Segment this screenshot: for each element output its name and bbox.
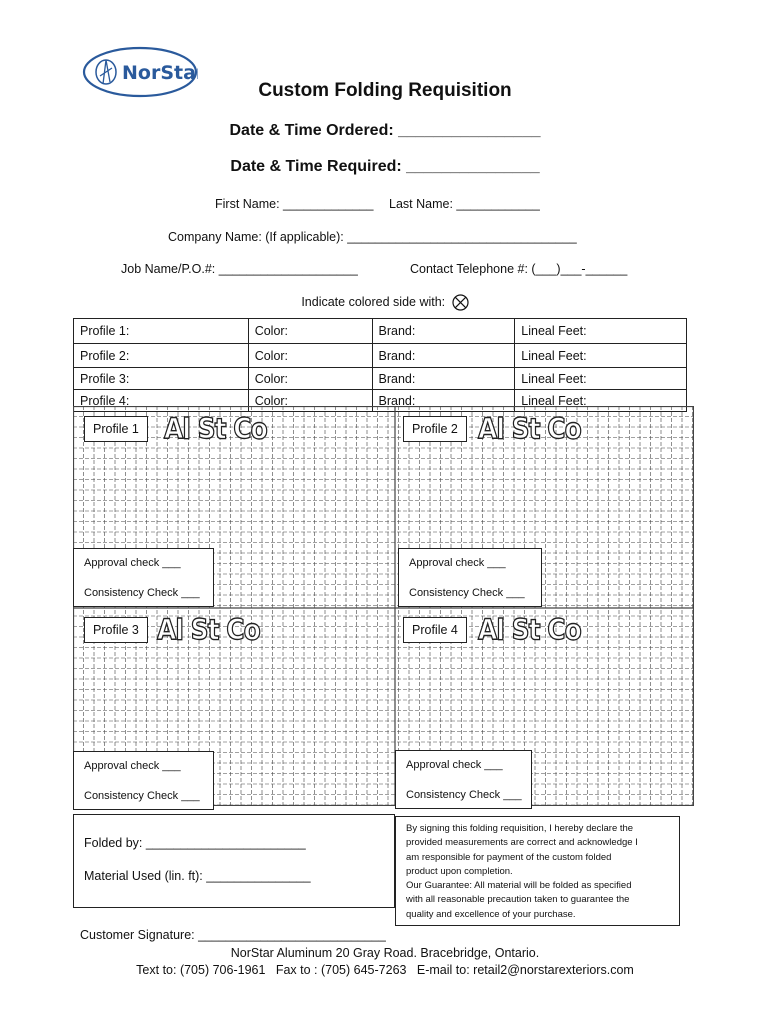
brand-cell[interactable]: Brand: — [372, 344, 515, 368]
approval-check-field[interactable]: Approval check ___ — [84, 760, 181, 772]
profile-1-label: Profile 1 — [84, 416, 148, 442]
profile-2-label: Profile 2 — [403, 416, 467, 442]
color-cell[interactable]: Color: — [248, 368, 372, 390]
logo-text: NorStar — [122, 62, 198, 84]
color-cell[interactable]: Color: — [248, 390, 372, 412]
profile-cell[interactable]: Profile 1: — [74, 319, 249, 344]
color-cell[interactable]: Color: — [248, 319, 372, 344]
material-used-field[interactable]: Material Used (lin. ft): _______________ — [84, 869, 311, 883]
consistency-check-field[interactable]: Consistency Check ___ — [409, 587, 525, 599]
folded-by-field[interactable]: Folded by: _______________________ — [84, 836, 306, 850]
approval-box-4 — [395, 750, 532, 809]
alstco-mark: Al St Co — [164, 412, 267, 446]
footer-address: NorStar Aluminum 20 Gray Road. Bracebridge, Ontario. — [230, 946, 540, 960]
approval-check-field[interactable]: Approval check ___ — [409, 557, 506, 569]
customer-signature-field[interactable]: Customer Signature: ___________________________ — [80, 928, 386, 942]
profiles-table — [73, 318, 687, 412]
table-row — [74, 344, 687, 368]
consistency-check-field[interactable]: Consistency Check ___ — [84, 587, 200, 599]
declaration-line: provided measurements are correct and acknowledge I — [406, 837, 638, 849]
consistency-check-field[interactable]: Consistency Check ___ — [406, 789, 522, 801]
profile-4-label: Profile 4 — [403, 617, 467, 643]
job-name-field[interactable]: Job Name/P.O.#: ____________________ — [121, 262, 358, 276]
table-row — [74, 368, 687, 390]
profile-cell[interactable]: Profile 3: — [74, 368, 249, 390]
company-name-field[interactable]: Company Name: (If applicable): _________________________________ — [168, 230, 577, 244]
declaration-line: am responsible for payment of the custom folded — [406, 851, 612, 863]
indicate-colored-side — [0, 294, 770, 311]
declaration-box — [395, 816, 680, 926]
consistency-check-field[interactable]: Consistency Check ___ — [84, 790, 200, 802]
date-required-field[interactable]: Date & Time Required: _______________ — [230, 158, 540, 175]
table-row — [74, 319, 687, 344]
first-name-field[interactable]: First Name: _____________ — [215, 197, 374, 211]
alstco-mark: Al St Co — [157, 613, 260, 647]
brand-cell[interactable]: Brand: — [372, 319, 515, 344]
footer-contact: Text to: (705) 706-1961 Fax to : (705) 645-7263 E-mail to: retail2@norstarexteriors.com — [136, 963, 634, 977]
declaration-line: quality and excellence of your purchase. — [406, 908, 576, 920]
last-name-field[interactable]: Last Name: ____________ — [389, 197, 540, 211]
indicate-label: Indicate colored side with: — [301, 294, 446, 309]
profile-cell[interactable]: Profile 2: — [74, 344, 249, 368]
brand-cell[interactable]: Brand: — [372, 390, 515, 412]
declaration-line: with all reasonable precaution taken to guarantee the — [406, 894, 630, 906]
approval-check-field[interactable]: Approval check ___ — [84, 557, 181, 569]
brand-cell[interactable]: Brand: — [372, 368, 515, 390]
approval-box-2 — [398, 548, 542, 607]
declaration-text — [396, 817, 679, 922]
folded-by-box — [73, 814, 395, 908]
lineal-feet-cell[interactable]: Lineal Feet: — [515, 368, 687, 390]
declaration-line: By signing this folding requisition, I hereby declare the — [406, 823, 634, 834]
color-cell[interactable]: Color: — [248, 344, 372, 368]
page-title: Custom Folding Requisition — [258, 80, 512, 101]
declaration-line: Our Guarantee: All material will be folded as specified — [406, 880, 632, 892]
date-ordered-field[interactable]: Date & Time Ordered: ________________ — [229, 122, 541, 139]
alstco-mark: Al St Co — [478, 613, 581, 647]
lineal-feet-cell[interactable]: Lineal Feet: — [515, 319, 687, 344]
approval-box-3 — [73, 751, 214, 810]
contact-telephone-field[interactable]: Contact Telephone #: (___)___-______ — [410, 262, 628, 276]
approval-box-1 — [73, 548, 214, 607]
declaration-line: product upon completion. — [406, 865, 513, 877]
profile-3-label: Profile 3 — [84, 617, 148, 643]
lineal-feet-cell[interactable]: Lineal Feet: — [515, 344, 687, 368]
crossed-circle-icon — [452, 294, 469, 311]
profile-cell[interactable]: Profile 4: — [74, 390, 249, 412]
approval-check-field[interactable]: Approval check ___ — [406, 759, 503, 771]
alstco-mark: Al St Co — [478, 412, 581, 446]
lineal-feet-cell[interactable]: Lineal Feet: — [515, 390, 687, 412]
